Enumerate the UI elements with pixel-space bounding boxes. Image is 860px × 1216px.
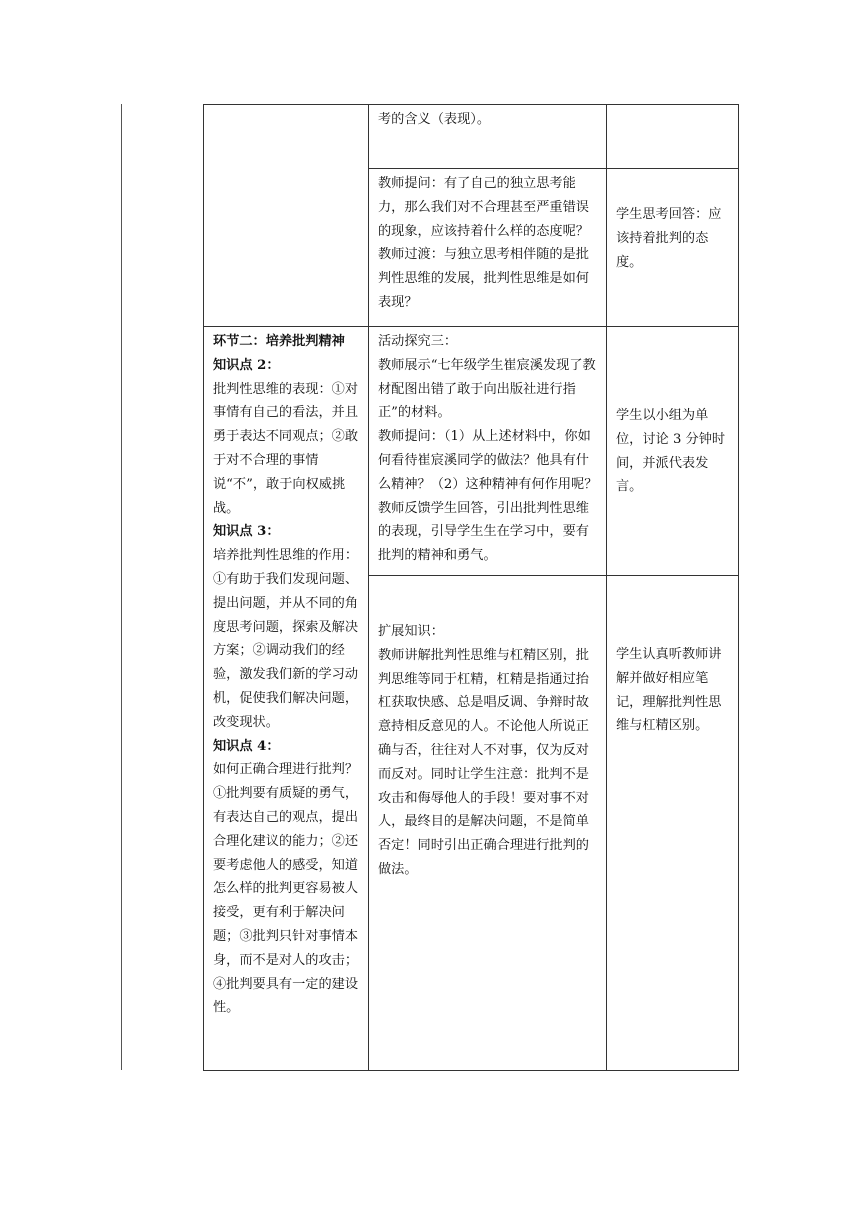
empty-cell — [607, 105, 739, 169]
page-margin-line — [121, 104, 122, 1070]
teacher-text: 教师提问：（1）从上述材料中，你如何看待崔宸溪同学的做法？他具有什么精神？（2）这种精神有何作用呢？ — [378, 429, 598, 492]
knowledge-point-text: 批判性思维的表现：①对事情有自己的看法，并且勇于表达不同观点；②敢于对不合理的事情说“不”，敢于向权威挑战。 — [213, 381, 359, 516]
teacher-text: 活动探究三： — [378, 334, 458, 349]
student-text: 学生以小组为单位，讨论 3 分钟时间，并派代表发言。 — [616, 407, 726, 495]
knowledge-point-title: 知识点 2： — [213, 357, 280, 373]
student-activity-cell — [607, 169, 739, 327]
knowledge-cell — [204, 327, 369, 1071]
teacher-text: 教师反馈学生回答，引出批判性思维的表现，引导学生生在学习中，要有批判的精神和勇气。 — [378, 500, 589, 564]
student-activity-cell — [607, 327, 739, 576]
teacher-text: 考的含义（表现）。 — [378, 112, 491, 127]
teacher-text: 扩展知识： — [378, 624, 444, 639]
teacher-activity-cell — [369, 576, 607, 1071]
empty-cell — [204, 105, 369, 327]
lesson-plan-table — [203, 104, 739, 1071]
teacher-activity-cell — [369, 169, 607, 327]
table-row — [204, 327, 739, 576]
student-activity-cell — [607, 576, 739, 1071]
teacher-text: 教师讲解批判性思维与杠精区别，批判思维等同于杠精，杠精是指通过抬杠获取快感、总是唱反调、争辩时故意持相反意见的人。不论他人所说正确与否，往往对人不对事，仅为反对而反对。同时让学生注意：批判不是攻击和侮辱他人的手段！要对事不对人，最终目的是解决问题，不是简单否定！同时引出正确合理进行批判的做法。 — [378, 647, 589, 877]
student-text: 学生思考回答：应该持着批判的态度。 — [616, 207, 722, 270]
knowledge-point-title: 知识点 4： — [213, 738, 280, 754]
teacher-text: 教师提问：有了自己的独立思考能力，那么我们对不合理甚至严重错误的现象，应该持着什么样的态度呢？ — [378, 176, 589, 239]
knowledge-point-title: 知识点 3： — [213, 524, 280, 540]
teacher-text: 教师过渡：与独立思考相伴随的是批判性思维的发展，批判性思维是如何表现？ — [378, 247, 589, 310]
teacher-activity-cell — [369, 105, 607, 169]
student-text: 学生认真听教师讲解并做好相应笔记，理解批判性思维与杠精区别。 — [616, 647, 722, 734]
teacher-activity-cell — [369, 327, 607, 576]
section-title: 环节二：培养批判精神 — [213, 334, 345, 349]
knowledge-point-text: 如何正确合理进行批判？①批判要有质疑的勇气，有表达自己的观点，提出合理化建议的能力；②还要考虑他人的感受，知道怎么样的批判更容易被人接受，更有利于解决问题；③批判只针对事情本身，而不是对人的攻击；④批判要具有一定的建设性。 — [213, 762, 359, 1016]
table-row — [204, 105, 739, 169]
teacher-text: 教师展示“七年级学生崔宸溪发现了教材配图出错了敢于向出版社进行指正”的材料。 — [378, 357, 596, 421]
knowledge-point-text: 培养批判性思维的作用：①有助于我们发现问题、提出问题，并从不同的角度思考问题，探索及解决方案；②调动我们的经验，激发我们新的学习动机，促使我们解决问题，改变现状。 — [213, 548, 359, 730]
